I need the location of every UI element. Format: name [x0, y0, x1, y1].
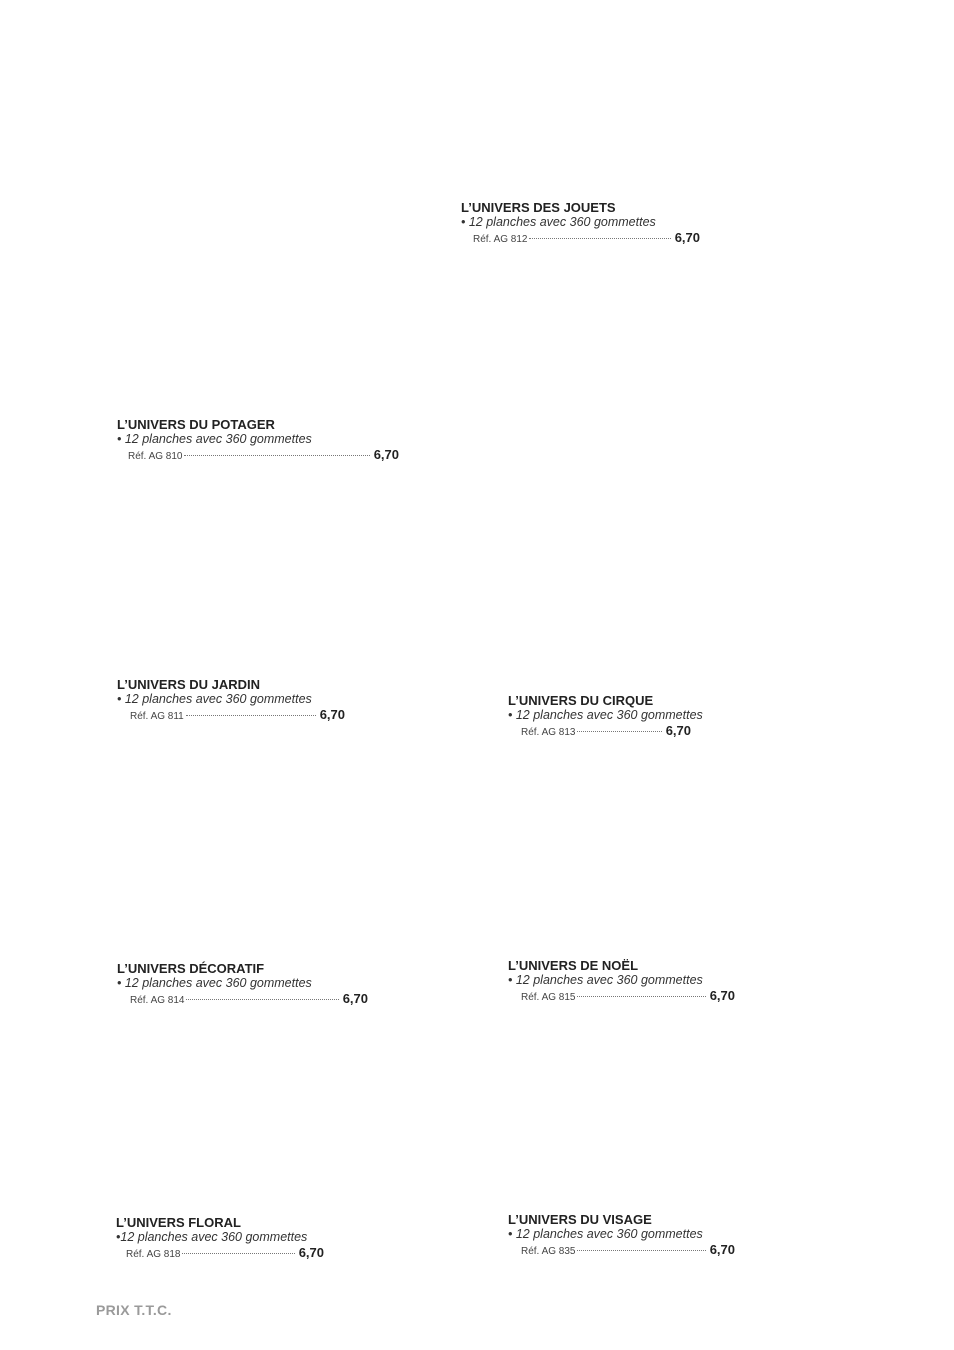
product-title: L’UNIVERS DU JARDIN — [117, 677, 261, 692]
product-floral — [116, 1215, 324, 1260]
reference-line — [128, 447, 399, 462]
product-description: • 12 planches avec 360 gommettes — [117, 976, 312, 990]
price: 6,70 — [665, 723, 691, 738]
product-description: • 12 planches avec 360 gommettes — [508, 973, 703, 987]
price: 6,70 — [373, 447, 399, 462]
reference-code: Réf. AG 835 — [521, 1246, 576, 1257]
reference-code: Réf. AG 818 — [126, 1249, 181, 1260]
product-decoratif — [117, 961, 368, 1006]
product-noel — [508, 958, 735, 1003]
reference-code: Réf. AG 812 — [473, 234, 528, 245]
dotted-leader — [184, 455, 369, 456]
reference-code: Réf. AG 815 — [521, 992, 576, 1003]
product-jardin — [117, 677, 345, 722]
price: 6,70 — [674, 230, 700, 245]
reference-code: Réf. AG 813 — [521, 727, 576, 738]
reference-line — [473, 230, 700, 245]
product-title: L’UNIVERS DU POTAGER — [117, 417, 275, 432]
dotted-leader — [577, 996, 705, 997]
reference-line — [521, 1242, 735, 1257]
dotted-leader — [529, 238, 670, 239]
dotted-leader — [577, 731, 661, 732]
price: 6,70 — [709, 988, 735, 1003]
product-visage — [508, 1212, 735, 1257]
product-cirque — [508, 693, 703, 738]
dotted-leader — [186, 999, 338, 1000]
price: 6,70 — [709, 1242, 735, 1257]
footer-price-note: PRIX T.T.C. — [96, 1302, 172, 1318]
product-title: L’UNIVERS DU CIRQUE — [508, 693, 654, 708]
product-description: •12 planches avec 360 gommettes — [116, 1230, 308, 1244]
product-title: L’UNIVERS DU VISAGE — [508, 1212, 652, 1227]
reference-line — [521, 988, 735, 1003]
reference-line — [130, 707, 345, 722]
product-description: • 12 planches avec 360 gommettes — [117, 692, 312, 706]
product-description: • 12 planches avec 360 gommettes — [508, 1227, 703, 1241]
product-potager — [117, 417, 399, 462]
product-title: L’UNIVERS DES JOUETS — [461, 200, 616, 215]
reference-code: Réf. AG 810 — [128, 451, 183, 462]
reference-line — [521, 723, 691, 738]
price: 6,70 — [342, 991, 368, 1006]
reference-line — [130, 991, 368, 1006]
dotted-leader — [577, 1250, 705, 1251]
product-title: L’UNIVERS DE NOËL — [508, 958, 639, 973]
reference-line — [126, 1245, 324, 1260]
product-description: • 12 planches avec 360 gommettes — [461, 215, 656, 229]
dotted-leader — [182, 1253, 294, 1254]
price: 6,70 — [298, 1245, 324, 1260]
product-title: L’UNIVERS DÉCORATIF — [117, 961, 265, 976]
reference-code: Réf. AG 811 — [130, 711, 184, 722]
reference-code: Réf. AG 814 — [130, 995, 185, 1006]
price: 6,70 — [319, 707, 345, 722]
product-description: • 12 planches avec 360 gommettes — [117, 432, 312, 446]
product-title: L’UNIVERS FLORAL — [116, 1215, 241, 1230]
dotted-leader — [186, 715, 316, 716]
product-description: • 12 planches avec 360 gommettes — [508, 708, 703, 722]
product-jouets — [461, 200, 700, 245]
